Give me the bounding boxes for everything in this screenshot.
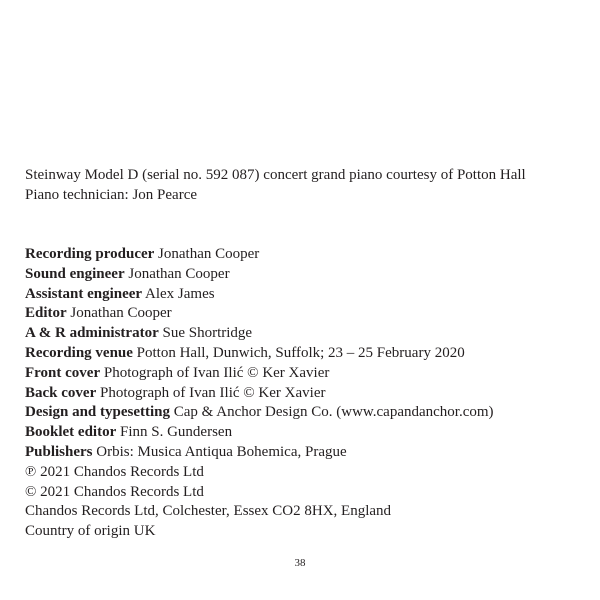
credit-value: © 2021 Chandos Records Ltd <box>25 483 204 500</box>
credit-line <box>25 522 580 542</box>
credit-line <box>25 304 580 324</box>
credit-line <box>25 384 580 404</box>
credit-value: Finn S. Gundersen <box>120 424 233 441</box>
credit-value: Sue Shortridge <box>162 325 253 342</box>
credit-line <box>25 245 580 265</box>
credits-list <box>25 245 580 542</box>
credit-label: Front cover <box>25 364 101 381</box>
credit-line <box>25 463 580 483</box>
piano-note: Steinway Model D (serial no. 592 087) concert grand piano courtesy of Potton Hall <box>25 167 526 183</box>
credit-value: Jonathan Cooper <box>70 305 172 322</box>
instrument-info <box>25 166 580 206</box>
credit-line <box>25 285 580 305</box>
credit-line <box>25 502 580 522</box>
credit-value: Orbis: Musica Antiqua Bohemica, Prague <box>96 443 347 460</box>
credit-line <box>25 265 580 285</box>
piano-technician: Piano technician: Jon Pearce <box>25 186 198 203</box>
credit-label: Booklet editor <box>25 424 117 441</box>
credit-label: Publishers <box>25 443 93 460</box>
credit-line <box>25 403 580 423</box>
credit-line <box>25 324 580 344</box>
credit-line <box>25 483 580 503</box>
credit-value: Cap & Anchor Design Co. (www.capandanchor.com) <box>173 404 494 421</box>
credit-value: Photograph of Ivan Ilić © Ker Xavier <box>103 364 330 381</box>
credit-line <box>25 443 580 463</box>
credit-label: A & R administrator <box>25 325 159 342</box>
credit-label: Recording venue <box>25 344 133 361</box>
credit-label: Back cover <box>25 384 97 401</box>
credit-value: Jonathan Cooper <box>158 246 260 262</box>
credit-label: Assistant engineer <box>25 285 143 302</box>
credit-value: ℗ 2021 Chandos Records Ltd <box>25 463 204 480</box>
credit-label: Sound engineer <box>25 265 125 282</box>
credit-line <box>25 364 580 384</box>
page-number: 38 <box>294 557 306 569</box>
credit-line <box>25 344 580 364</box>
credit-label: Editor <box>25 305 67 322</box>
credit-label: Recording producer <box>25 246 155 262</box>
credit-value: Photograph of Ivan Ilić © Ker Xavier <box>99 384 326 401</box>
credit-value: Potton Hall, Dunwich, Suffolk; 23 – 25 February 2020 <box>136 344 465 361</box>
credit-value: Chandos Records Ltd, Colchester, Essex CO2 8HX, England <box>25 503 392 520</box>
credit-value: Country of origin UK <box>25 523 156 540</box>
credit-value: Jonathan Cooper <box>128 265 230 282</box>
credit-label: Design and typesetting <box>25 404 171 421</box>
credit-line <box>25 423 580 443</box>
credit-value: Alex James <box>145 285 215 302</box>
